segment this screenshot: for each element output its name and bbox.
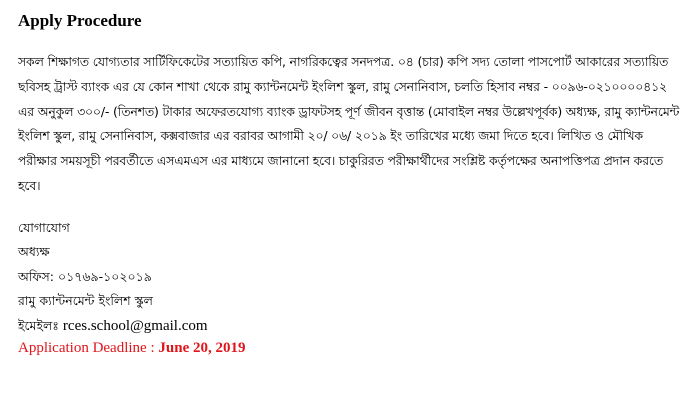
deadline-label: Application Deadline :	[18, 340, 159, 357]
contact-designation: অধ্যক্ষ	[18, 244, 50, 260]
apply-procedure-section	[18, 10, 682, 358]
contact-office-phone: অফিস: ০১৭৬৯-১০২০১৯	[18, 268, 152, 284]
contact-title: যোগাযোগ	[18, 219, 70, 235]
contact-email-line	[18, 314, 682, 339]
application-deadline	[18, 338, 682, 358]
procedure-paragraph: সকল শিক্ষাগত যোগ্যতার সার্টিফিকেটের সত্যায়িত কপি, নাগরিকত্বের সনদপত্র. ০৪ (চার) কপি সদ্য তোলা পাসপোর্ট আকারের সত্যায়িত ছবিসহ ট্রাস্ট ব্যাংক এর যে কোন শাখা থেকে রামু ক্যান্টনমেন্ট ইংলিশ স্কুল, রামু সেনানিবাস, চলতি হিসাব নম্বর - ০০৯৬-০২১০০০০৪১২ এর অনুকুল ৩০০/- (তিনশত) টাকার অফেরতযোগ্য ব্যাংক ড্রাফটসহ পূর্ণ জীবন বৃত্তান্ত (মোবাইল নম্বর উল্লেখপূর্বক) অধ্যক্ষ, রামু ক্যান্টনমেন্ট ইংলিশ স্কুল, রামু সেনানিবাস, কক্সবাজার এর বরাবর আগামী ২০/ ০৬/ ২০১৯ ইং তারিখের মধ্যে জমা দিতে হবে। লিখিত ও মৌখিক পরীক্ষার সময়সূচী পরবর্তীতে এসএমএস এর মাধ্যমে জানানো হবে। চাকুরিরত পরীক্ষার্থীদের সংশ্লিষ্ট কর্তৃপক্ষের অনাপত্তিপত্র প্রদান করতে হবে।	[18, 54, 680, 193]
deadline-date: June 20, 2019	[158, 340, 246, 357]
email-address: rces.school@gmail.com	[62, 317, 208, 334]
section-heading: Apply Procedure	[18, 11, 142, 30]
email-label: ইমেইলঃ	[18, 317, 63, 333]
contact-block	[18, 216, 682, 339]
contact-school-name: রামু ক্যান্টনমেন্ট ইংলিশ স্কুল	[18, 293, 153, 309]
